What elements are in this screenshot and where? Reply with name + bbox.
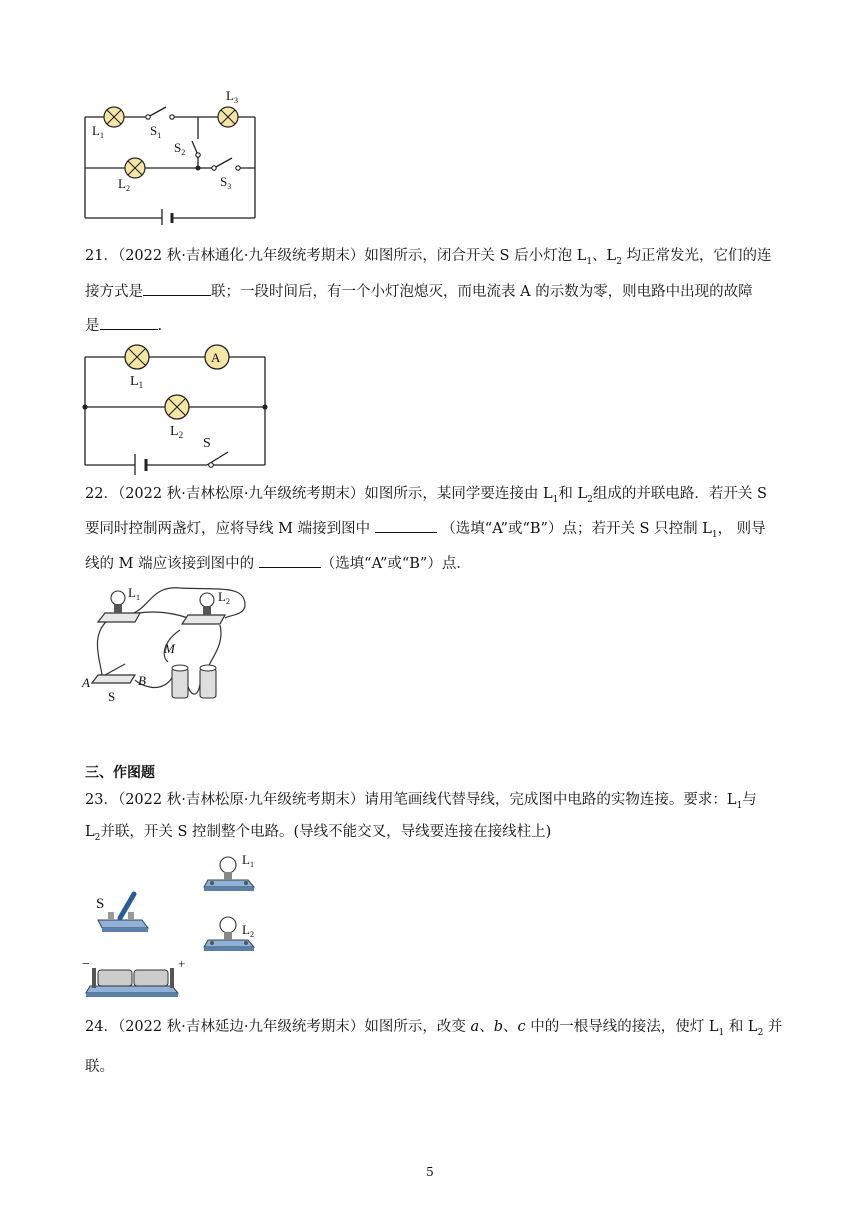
answer-blank[interactable] [375, 518, 437, 533]
label-l1: $L_1$ [92, 123, 104, 140]
q21-line1: 21．（2022 秋·吉林通化·九年级统考期末）如图所示，闭合开关 S 后小灯泡 $L_1$、$L_2$ 均正常发光，它们的连 [85, 248, 772, 267]
label-s: S [96, 896, 105, 912]
label-a: A [82, 675, 90, 690]
q22-line3: 线的 M 端应该接到图中的 （选填“A”或“B”）点． [85, 553, 471, 574]
ammeter-label: A [211, 350, 221, 365]
label-plus: + [178, 956, 186, 971]
label-m: M [164, 641, 175, 656]
label-l1: $L_1$ [128, 585, 140, 602]
q21-line3: 是 . [85, 315, 162, 336]
label-l1: $L_1$ [130, 374, 144, 390]
answer-blank[interactable] [143, 281, 211, 296]
q23-line2: $L_2$并联，开关 S 控制整个电路。(导线不能交叉，导线要连接在接线柱上) [85, 824, 552, 843]
q21-line2: 接方式是 联；一段时间后，有一个小灯泡熄灭，而电流表 A 的示数为零，则电路中出现的故障 [85, 281, 753, 302]
q23-line1: 23．（2022 秋·吉林松原·九年级统考期末）请用笔画线代替导线，完成图中电路的实物连接。要求：$L_1$与 [85, 792, 757, 811]
label-l2: $L_2$ [242, 922, 254, 939]
label-l2: $L_2$ [170, 424, 184, 440]
label-b: B [138, 673, 146, 688]
answer-blank[interactable] [259, 553, 321, 568]
label-s: S [203, 436, 211, 451]
physical-components-q23 [80, 850, 280, 1000]
label-l2: $L_2$ [218, 589, 230, 606]
label-s1: $S_1$ [150, 123, 162, 140]
q22-line2: 要同时控制两盏灯，应将导线 M 端接到图中 （选填“A”或“B”）点；若开关 S 只控制 $L_1$， 则导 [85, 518, 766, 539]
answer-blank[interactable] [100, 315, 158, 330]
circuit-diagram-q21 [80, 340, 275, 475]
label-l1: $L_1$ [242, 852, 254, 869]
physical-circuit-q22 [80, 580, 255, 710]
q22-line1: 22．（2022 秋·吉林松原·九年级统考期末）如图所示，某同学要连接由 $L_1$和 $L_2$组成的并联电路．若开关 S [85, 486, 767, 505]
label-minus: − [82, 957, 90, 972]
circuit-diagram-q20 [80, 85, 270, 225]
label-s2: $S_2$ [174, 140, 186, 157]
section-heading: 三、作图题 [85, 765, 155, 781]
label-l3: $L_3$ [226, 88, 238, 105]
label-s: S [108, 689, 116, 704]
label-l2: $L_2$ [118, 176, 130, 193]
page-number: 5 [426, 1165, 434, 1179]
label-s3: $S_3$ [220, 174, 232, 191]
q24-line2: 联。 [85, 1059, 114, 1075]
q24-line1: 24．（2022 秋·吉林延边·九年级统考期末）如图所示，改变 a、b、c 中的一根导线的接法，使灯 $L_1$ 和 $L_2$ 并 [85, 1019, 783, 1038]
